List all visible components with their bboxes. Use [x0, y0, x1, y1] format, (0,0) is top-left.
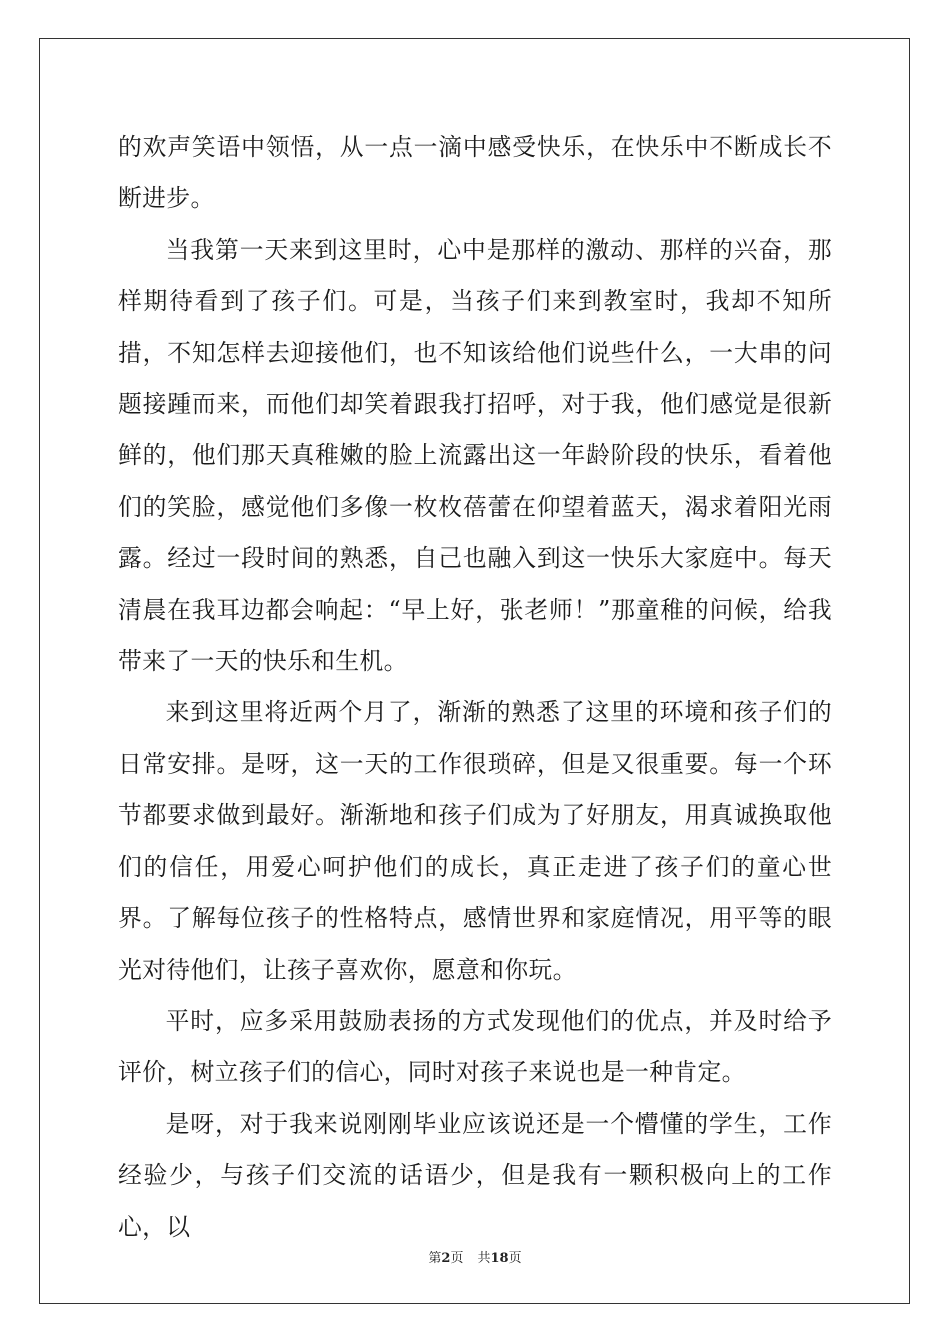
paragraph-continuation: 的欢声笑语中领悟，从一点一滴中感受快乐，在快乐中不断成长不断进步。 [118, 133, 832, 213]
page-suffix: 页 [450, 1251, 464, 1266]
page-number: 2 [441, 1251, 451, 1266]
total-suffix: 页 [508, 1251, 522, 1266]
paragraph-encouragement: 平时，应多采用鼓励表扬的方式发现他们的优点，并及时给予评价，树立孩子们的信心，同时对孩子来说也是一种肯定。 [118, 1006, 832, 1087]
document-body [118, 122, 832, 1253]
page-footer [0, 1247, 950, 1266]
total-pages: 18 [490, 1251, 509, 1266]
paragraph-graduate: 是呀，对于我来说刚刚毕业应该说还是一个懵懂的学生，工作经验少，与孩子们交流的话语少，但是我有一颗积极向上的工作心，以 [118, 1109, 832, 1241]
paragraph-first-day: 当我第一天来到这里时，心中是那样的激动、那样的兴奋，那样期待看到了孩子们。可是，当孩子们来到教室时，我却不知所措，不知怎样去迎接他们，也不知该给他们说些什么，一大串的问题接踵而来，而他们却笑着跟我打招呼，对于我，他们感觉是很新鲜的，他们那天真稚嫩的脸上流露出这一年龄阶段的快乐，看着他们的笑脸，感觉他们多像一枚枚蓓蕾在仰望着蓝天，渴求着阳光雨露。经过一段时间的熟悉，自己也融入到这一快乐大家庭中。每天清晨在我耳边都会响起：“早上好，张老师！”那童稚的问候，给我带来了一天的快乐和生机。 [118, 235, 832, 676]
paragraph-two-months: 来到这里将近两个月了，渐渐的熟悉了这里的环境和孩子们的日常安排。是呀，这一天的工作很琐碎，但是又很重要。每一个环节都要求做到最好。渐渐地和孩子们成为了好朋友，用真诚换取他们的信任，用爱心呵护他们的成长，真正走进了孩子们的童心世界。了解每位孩子的性格特点，感情世界和家庭情况，用平等的眼光对待他们，让孩子喜欢你，愿意和你玩。 [118, 698, 832, 984]
page-prefix: 第 [428, 1251, 442, 1266]
total-prefix: 共 [477, 1251, 491, 1266]
